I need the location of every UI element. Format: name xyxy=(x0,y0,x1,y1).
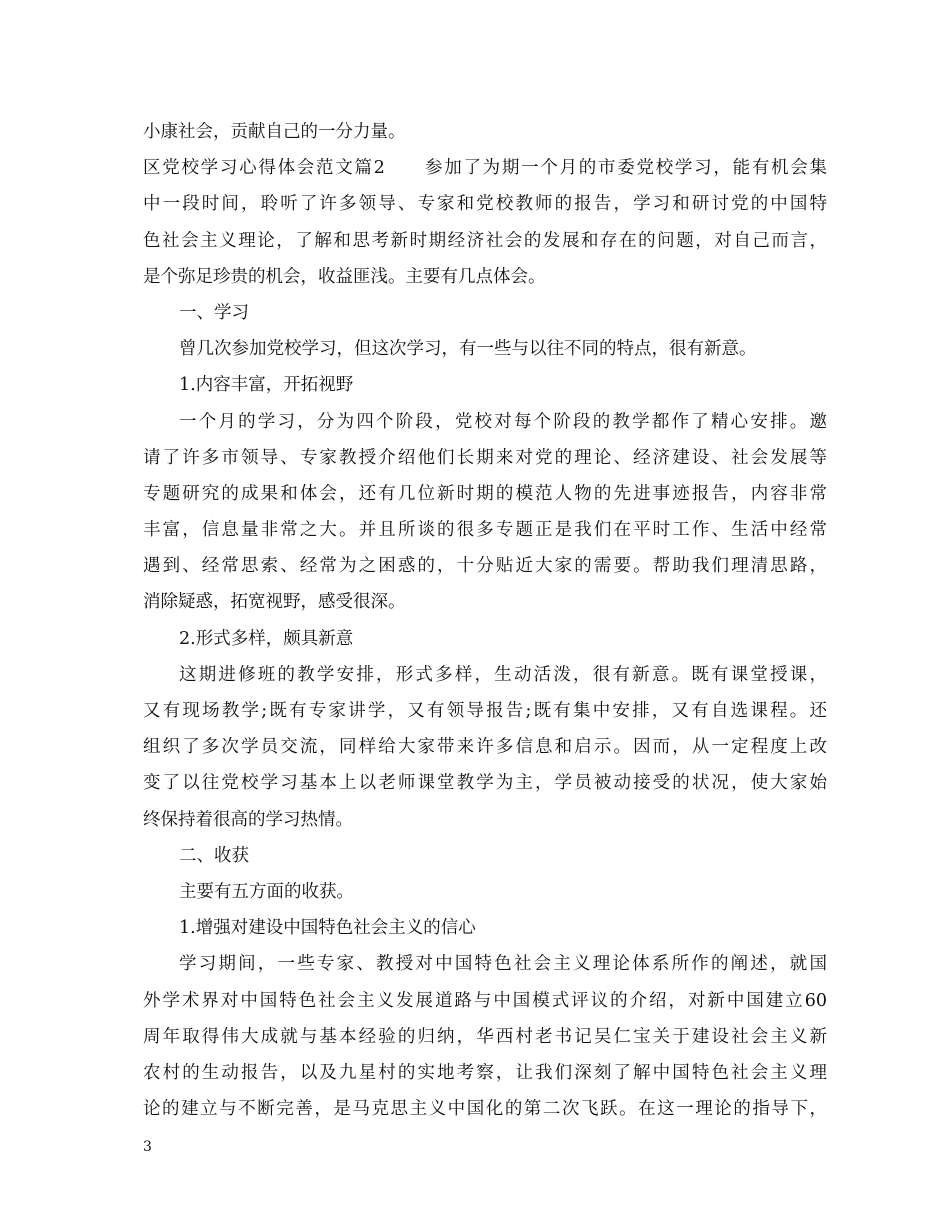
text-line: 农村的生动报告，以及九星村的实地考察，让我们深刻了解中国特色社会主义理 xyxy=(143,1062,827,1083)
text-line: 论的建立与不断完善，是马克思主义中国化的第二次飞跃。在这一理论的指导下， xyxy=(143,1099,827,1120)
text-line: 小康社会，贡献自己的一分力量。 xyxy=(143,122,406,142)
text-line: 遇到、经常思索、经常为之困惑的，十分贴近大家的需要。帮助我们理清思路， xyxy=(143,556,827,577)
text-line: 请了许多市领导、专家教授介绍他们长期来对党的理论、经济建设、社会发展等 xyxy=(143,447,827,468)
text-line: 外学术界对中国特色社会主义发展道路与中国模式评议的介绍，对新中国建立60 xyxy=(143,990,827,1011)
text-line: 丰富，信息量非常之大。并且所谈的很多专题正是我们在平时工作、生活中经常 xyxy=(143,520,827,541)
text-line: 组织了多次学员交流，同样给大家带来许多信息和启示。因而，从一定程度上改 xyxy=(143,737,827,758)
text-line: 主要有五方面的收获。 xyxy=(179,881,354,902)
text-line: 是个弥足珍贵的机会，收益匪浅。主要有几点体会。 xyxy=(143,266,546,287)
text-line: 又有现场教学;既有专家讲学，又有领导报告;既有集中安排，又有自选课程。还 xyxy=(143,701,827,721)
text-line: 专题研究的成果和体会，还有几位新时期的模范人物的先进事迹报告，内容非常 xyxy=(143,483,827,504)
text-line: 区党校学习心得体会范文篇2 参加了为期一个月的市委党校学习，能有机会集 xyxy=(143,158,827,179)
text-line: 曾几次参加党校学习，但这次学习，有一些与以往不同的特点，很有新意。 xyxy=(179,339,757,360)
text-line: 这期进修班的教学安排，形式多样，生动活泼，很有新意。既有课堂授课， xyxy=(179,664,827,685)
text-line: 1.内容丰富，开拓视野 xyxy=(179,375,354,396)
text-line: 周年取得伟大成就与基本经验的归纳，华西村老书记吴仁宝关于建设社会主义新 xyxy=(143,1026,827,1047)
text-line: 中一段时间，聆听了许多领导、专家和党校教师的报告，学习和研讨党的中国特 xyxy=(143,194,827,215)
text-line: 色社会主义理论，了解和思考新时期经济社会的发展和存在的问题，对自己而言， xyxy=(143,230,827,251)
text-line: 消除疑惑，拓宽视野，感受很深。 xyxy=(143,592,406,613)
page-number: 3 xyxy=(143,1139,152,1155)
text-line: 一个月的学习，分为四个阶段，党校对每个阶段的教学都作了精心安排。邀 xyxy=(179,411,827,432)
text-line: 学习期间，一些专家、教授对中国特色社会主义理论体系所作的阐述，就国 xyxy=(179,954,827,975)
text-line: 一、学习 xyxy=(179,302,249,323)
text-line: 1.增强对建设中国特色社会主义的信心 xyxy=(179,918,476,939)
text-line: 二、收获 xyxy=(179,845,249,866)
text-line: 2.形式多样，颇具新意 xyxy=(179,628,354,649)
text-line: 变了以往党校学习基本上以老师课堂教学为主，学员被动接受的状况，使大家始 xyxy=(143,773,827,794)
document-body xyxy=(143,114,827,1127)
text-line: 终保持着很高的学习热情。 xyxy=(143,809,353,830)
